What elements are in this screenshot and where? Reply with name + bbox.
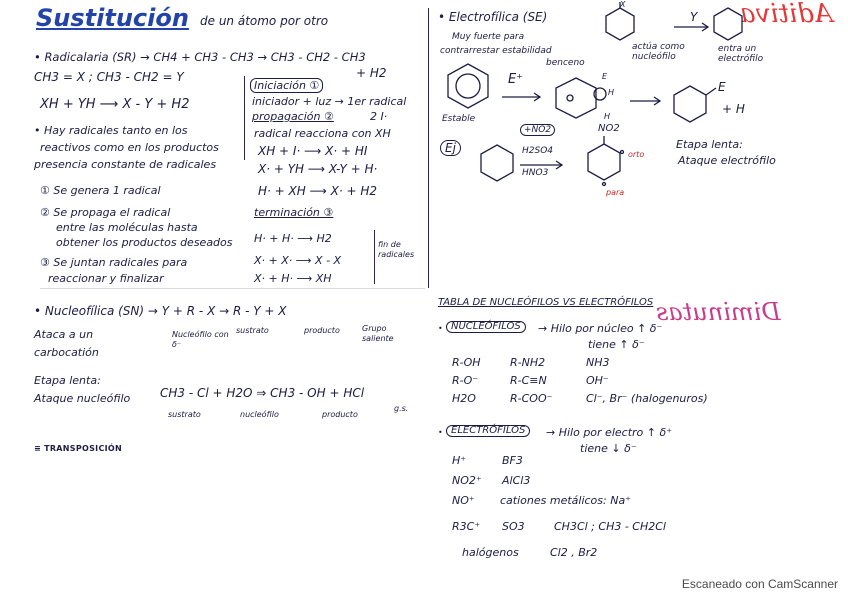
nucleo-row-3-b: R-COO⁻ <box>510 392 553 405</box>
nucleophilic-label-leaving: Grupo saliente <box>362 324 394 343</box>
reaction-arrow-3-icon <box>518 160 566 170</box>
mechanism-term-3: X· + H· ⟶ XH <box>254 272 332 285</box>
electro-row-1-b: BF3 <box>502 454 523 467</box>
ataque-nucleofilo: Ataque nucleófilo <box>34 392 131 405</box>
electro-row-5-a: halógenos <box>462 546 519 559</box>
electro-row-5-b: Cl2 , Br2 <box>550 546 598 559</box>
scanner-watermark: Escaneado con CamScanner <box>681 577 838 591</box>
nucleofilos-desc-2: tiene ↑ δ⁻ <box>588 338 645 351</box>
nucleo-row-1-b: R-NH2 <box>510 356 546 369</box>
electro-row-3-b: cationes metálicos: Na⁺ <box>500 494 631 507</box>
radical-note-2: reactivos como en los productos <box>40 141 219 154</box>
estable-label: Estable <box>442 114 476 124</box>
nitrobenzene-icon <box>580 136 628 188</box>
benzene-top-right-icon <box>708 4 748 44</box>
reaction-arrow-1-icon <box>500 92 544 102</box>
electrophilic-note-1: Muy fuerte para <box>452 32 525 42</box>
nucleo-row-3-c: Cl⁻, Br⁻ (halogenuros) <box>586 392 708 405</box>
mechanism-eq-3: H· + XH ⟶ X· + H2 <box>258 184 377 198</box>
arenium-h2: H <box>604 112 611 121</box>
arenium-ion-icon <box>548 74 604 122</box>
aditiva-mirrored: Aditiva <box>740 0 833 29</box>
ataca-line-1: Ataca a un <box>34 328 94 341</box>
ataque-electrofilo: Ataque electrófilo <box>678 154 776 167</box>
vertical-divider <box>428 8 429 288</box>
example-label-substrate: sustrato <box>168 410 201 419</box>
horizontal-divider-left <box>40 288 425 289</box>
fin-label: fin de radicales <box>378 240 415 259</box>
example-marker: Ej <box>440 140 461 156</box>
nucleophilic-label-substrate: sustrato <box>236 326 269 335</box>
example-label-nucleophile: nucleófilo <box>240 410 279 419</box>
arenium-h: H <box>608 88 615 97</box>
radical-step-3b: reaccionar y finalizar <box>48 272 164 285</box>
radical-heading: • Radicalaria (SR) → CH4 + CH3 - CH3 → CH3 - CH2 - CH3 <box>34 50 366 64</box>
radical-step-1: ① Se genera 1 radical <box>40 184 161 197</box>
radical-step-2b: entre las moléculas hasta <box>56 221 198 234</box>
para-label: para <box>606 188 625 197</box>
nucleo-row-3-a: H2O <box>452 392 476 405</box>
nucleo-row-1-c: NH3 <box>586 356 610 369</box>
electro-row-3-a: NO⁺ <box>452 494 475 507</box>
radical-note-3: presencia constante de radicales <box>34 158 217 171</box>
reagent-h2so4: H2SO4 <box>522 146 554 156</box>
electrophilic-note-3: benceno <box>546 58 585 68</box>
mechanism-initiation-text: iniciador + luz → 1er radical <box>252 95 407 108</box>
termination-bracket <box>374 230 375 284</box>
nucleofilos-desc-1: → Hilo por núcleo ↑ δ⁻ <box>538 322 663 335</box>
radical-equation: XH + YH ⟶ X - Y + H2 <box>40 97 190 112</box>
radical-step-2a: ② Se propaga el radical <box>40 206 171 219</box>
transposicion-heading: ≡ TRANSPOSICIÓN <box>34 444 122 453</box>
nucleophilic-label-product: producto <box>304 326 340 335</box>
mechanism-term-1: H· + H· ⟶ H2 <box>254 232 332 245</box>
radical-note-1: • Hay radicales tanto en los <box>34 124 188 137</box>
page-title: Sustitución <box>36 4 189 32</box>
plus-h-label: + H <box>722 102 745 116</box>
arenium-e: E <box>602 72 608 81</box>
orto-label: orto <box>628 150 645 159</box>
electrophilic-note-4: actúa como nucleófilo <box>632 42 685 62</box>
nucleo-row-1-a: R-OH <box>452 356 481 369</box>
reagent-no2: +NO2 <box>520 124 555 136</box>
electro-row-2-a: NO2⁺ <box>452 474 482 487</box>
mechanism-eq-1: XH + I· ⟶ X· + HI <box>258 144 368 158</box>
radical-h2: + H2 <box>356 66 387 80</box>
reagent-hno3: HNO3 <box>522 168 549 178</box>
mechanism-eq-2: X· + YH ⟶ X-Y + H· <box>258 162 378 176</box>
table-title: TABLA DE NUCLEÓFILOS VS ELECTRÓFILOS <box>438 297 654 308</box>
electro-row-4-a: R3C⁺ <box>452 520 481 533</box>
e-plus-label: E⁺ <box>508 72 524 87</box>
ataca-line-2: carbocatión <box>34 346 99 359</box>
benzene-top-icon <box>600 4 640 44</box>
example-label-gs: g.s. <box>394 404 409 413</box>
benzene-product-icon <box>668 82 712 126</box>
electrophilic-note-5: entra un electrófilo <box>718 44 764 64</box>
electrofilos-desc-2: tiene ↓ δ⁻ <box>580 442 637 455</box>
etapa-lenta-right: Etapa lenta: <box>676 138 743 151</box>
x-sub-label: X <box>620 0 626 9</box>
nucleofilos-bullet: • <box>438 324 443 333</box>
nucleophilic-heading: • Nucleofílica (SN) → Y + R - X → R - Y + X <box>34 304 287 318</box>
radical-definition: CH3 = X ; CH3 - CH2 = Y <box>34 70 184 84</box>
radical-step-2c: obtener los productos deseados <box>56 236 233 249</box>
electro-row-1-a: H⁺ <box>452 454 467 467</box>
electrophilic-heading: • Electrofílica (SE) <box>438 10 548 24</box>
etapa-lenta-left: Etapa lenta: <box>34 374 101 387</box>
reaction-arrow-2-icon <box>628 96 664 106</box>
nucleo-row-2-b: R-C≡N <box>510 374 547 387</box>
nucleo-row-2-c: OH⁻ <box>586 374 609 387</box>
electrofilos-bullet: • <box>438 428 443 437</box>
page-subtitle: de un átomo por otro <box>200 14 329 28</box>
radical-step-3a: ③ Se juntan radicales para <box>40 256 188 269</box>
nucleophilic-example: CH3 - Cl + H2O ⇒ CH3 - OH + HCl <box>160 386 365 400</box>
example-label-product: producto <box>322 410 358 419</box>
nucleo-row-2-a: R-O⁻ <box>452 374 479 387</box>
electro-row-2-b: AlCl3 <box>502 474 531 487</box>
y-arrow-label: Y <box>690 10 698 24</box>
e-sub-label: E <box>718 80 726 94</box>
arrow-y-icon <box>672 22 712 32</box>
mechanism-initiation: Iniciación ① <box>250 78 323 93</box>
mechanism-term-2: X· + X· ⟶ X - X <box>254 254 342 267</box>
mechanism-propagation-text: radical reacciona con XH <box>254 127 391 140</box>
benzene-stable-icon <box>442 60 494 112</box>
nucleofilos-tag: NUCLEÓFILOS <box>446 321 526 333</box>
electrophilic-note-2: contrarrestar estabilidad <box>440 46 552 56</box>
electro-row-4-b: SO3 <box>502 520 525 533</box>
benzene-example-icon <box>476 142 518 184</box>
electrofilos-tag: ELECTRÓFILOS <box>446 425 530 437</box>
product-no2: NO2 <box>598 123 620 134</box>
mechanism-termination: terminación ③ <box>254 206 334 219</box>
mechanism-bracket <box>244 76 245 160</box>
electrofilos-desc-1: → Hilo por electro ↑ δ⁺ <box>546 426 673 439</box>
diminutas-mirrored: Diminutas <box>656 298 781 326</box>
mechanism-propagation: propagación ② <box>252 110 334 123</box>
electro-row-4-c: CH3Cl ; CH3 - CH2Cl <box>554 520 666 533</box>
nucleophilic-label-nucleophile: Nucleófilo con δ⁻ <box>172 330 229 349</box>
mechanism-2i: 2 I· <box>370 110 388 123</box>
